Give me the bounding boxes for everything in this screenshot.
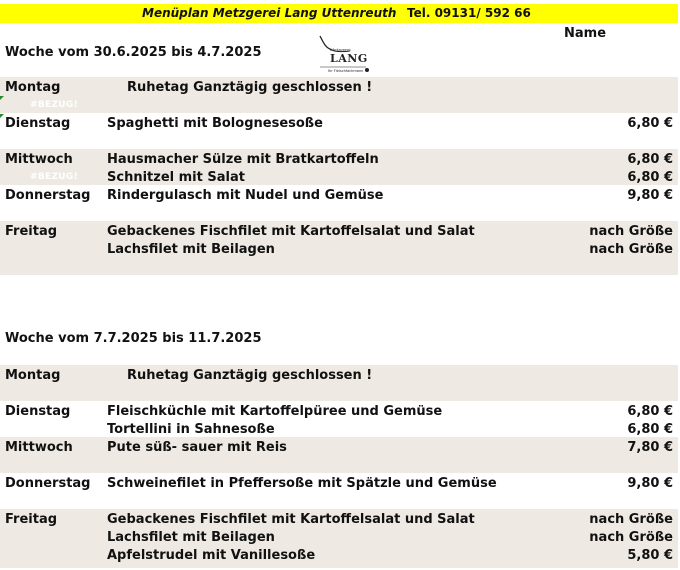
price: 5,80 € — [627, 548, 673, 563]
menu-row — [0, 367, 678, 385]
price: nach Größe — [589, 530, 673, 545]
price: 9,80 € — [627, 188, 673, 203]
menu-row — [0, 151, 678, 169]
day-label: Montag — [5, 368, 61, 383]
price: 6,80 € — [627, 116, 673, 131]
dish-name: Lachsfilet mit Beilagen — [107, 242, 275, 257]
day-label: Freitag — [5, 224, 58, 239]
menu-row — [0, 403, 678, 421]
menu-row — [0, 241, 678, 259]
svg-text:Ihr Fleischfachmann: Ihr Fleischfachmann — [328, 69, 364, 73]
menu-row — [0, 79, 678, 97]
price: 6,80 € — [627, 422, 673, 437]
price: nach Größe — [589, 512, 673, 527]
dish-name: Rindergulasch mit Nudel und Gemüse — [107, 188, 384, 203]
menu-row — [0, 439, 678, 457]
menu-row — [0, 547, 678, 565]
header-banner — [0, 4, 678, 23]
dish-name: Spaghetti mit Bolognesesoße — [107, 116, 323, 131]
price: 6,80 € — [627, 404, 673, 419]
price: 6,80 € — [627, 170, 673, 185]
dish-name: Pute süß- sauer mit Reis — [107, 440, 287, 455]
price: 7,80 € — [627, 440, 673, 455]
menu-row — [0, 421, 678, 439]
dish-name: Ruhetag Ganztägig geschlossen ! — [127, 80, 373, 95]
error-note: #BEZUG! — [30, 100, 78, 110]
dish-name: Hausmacher Sülze mit Bratkartoffeln — [107, 152, 379, 167]
menu-row — [0, 169, 678, 187]
menu-row — [0, 511, 678, 529]
price: nach Größe — [589, 224, 673, 239]
day-label: Donnerstag — [5, 476, 91, 491]
bull-logo-icon — [316, 34, 372, 74]
week1-title: Woche vom 30.6.2025 bis 4.7.2025 — [5, 45, 262, 60]
dish-name: Fleischküchle mit Kartoffelpüree und Gemüse — [107, 404, 443, 419]
week2-title: Woche vom 7.7.2025 bis 11.7.2025 — [5, 331, 262, 346]
menu-row — [0, 115, 678, 133]
name-label: Name — [564, 26, 607, 41]
day-label: Mittwoch — [5, 440, 73, 455]
menu-row — [0, 529, 678, 547]
menu-row — [0, 223, 678, 241]
dish-name: Gebackenes Fischfilet mit Kartoffelsalat und Salat — [107, 224, 475, 239]
menu-title: Menüplan Metzgerei Lang Uttenreuth — [142, 6, 397, 20]
dish-name: Ruhetag Ganztägig geschlossen ! — [127, 368, 373, 383]
dish-name: Tortellini in Sahnesoße — [107, 422, 275, 437]
error-note: #BEZUG! — [30, 172, 78, 182]
menu-row — [0, 187, 678, 205]
menu-row — [0, 475, 678, 493]
phone-number: Tel. 09131/ 592 66 — [407, 6, 531, 20]
day-label: Montag — [5, 80, 61, 95]
dish-name: Schweinefilet in Pfeffersoße mit Spätzle und Gemüse — [107, 476, 497, 491]
day-label: Mittwoch — [5, 152, 73, 167]
price: nach Größe — [589, 242, 673, 257]
dish-name: Lachsfilet mit Beilagen — [107, 530, 275, 545]
price: 6,80 € — [627, 152, 673, 167]
svg-text:Metzgerei: Metzgerei — [330, 47, 351, 52]
dish-name: Schnitzel mit Salat — [107, 170, 245, 185]
day-label: Dienstag — [5, 116, 71, 131]
dish-name: Gebackenes Fischfilet mit Kartoffelsalat und Salat — [107, 512, 475, 527]
price: 9,80 € — [627, 476, 673, 491]
butcher-logo — [316, 34, 372, 74]
dish-name: Apfelstrudel mit Vanillesoße — [107, 548, 316, 563]
svg-text:LANG: LANG — [330, 52, 368, 65]
day-label: Freitag — [5, 512, 58, 527]
day-label: Dienstag — [5, 404, 71, 419]
day-label: Donnerstag — [5, 188, 91, 203]
